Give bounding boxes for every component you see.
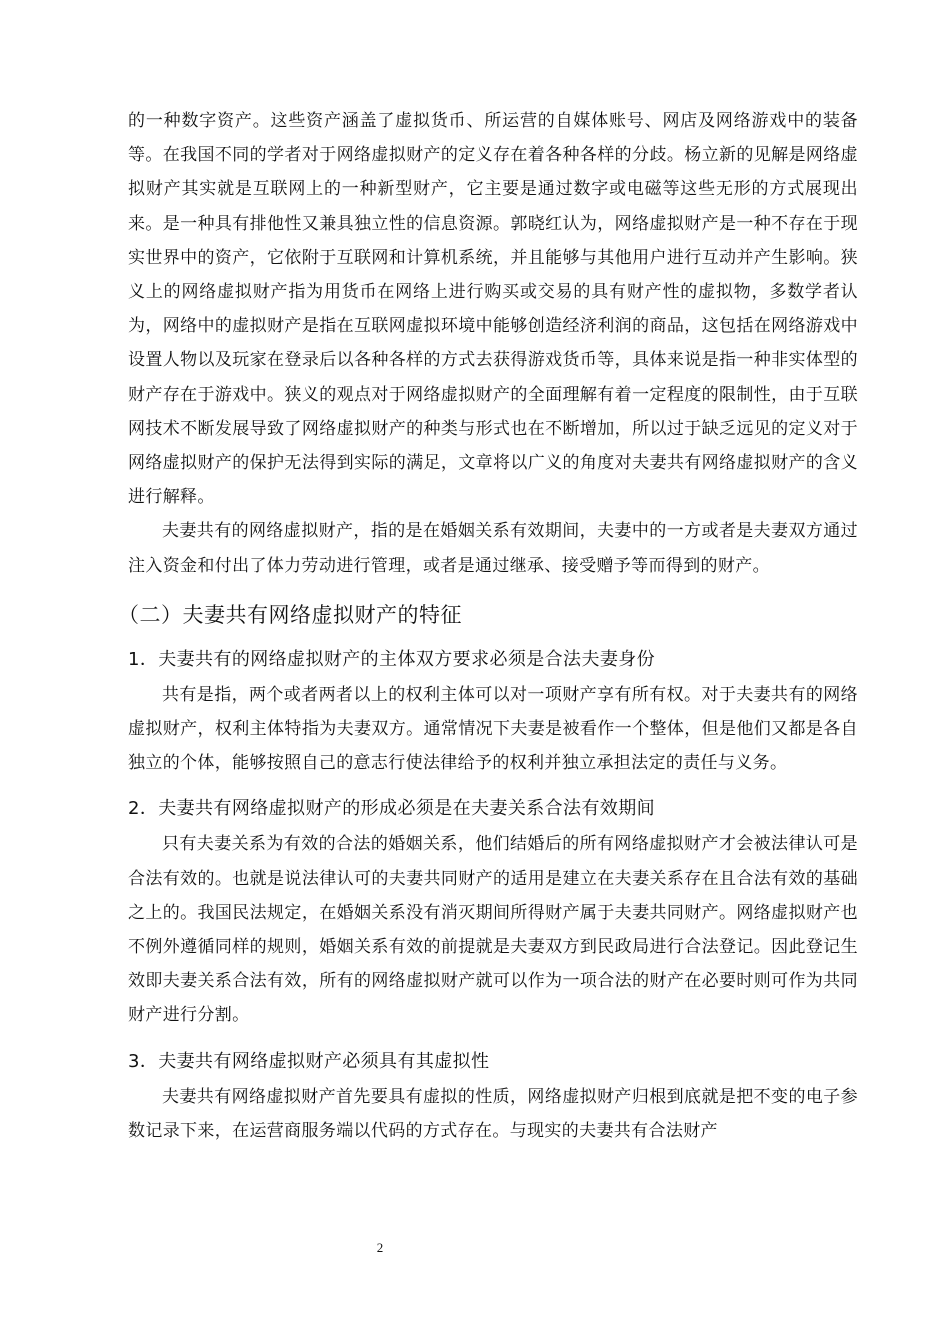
subsection-body-1: 共有是指，两个或者两者以上的权利主体可以对一项财产享有所有权。对于夫妻共有的网络虚拟财产，权利主体特指为夫妻双方。通常情况下夫妻是被看作一个整体，但是他们又都是各自独立的个体，能够按照自己的意志行使法律给予的权利并独立承担法定的责任与义务。 [128,684,858,774]
subsection-body-3: 夫妻共有网络虚拟财产首先要具有虚拟的性质，网络虚拟财产归根到底就是把不变的电子参数记录下来，在运营商服务端以代码的方式存在。与现实的夫妻共有合法财产 [128,1086,858,1141]
subsection-heading-1: 1．夫妻共有的网络虚拟财产的主体双方要求必须是合法夫妻身份 [128,648,656,670]
page-content [118,104,858,1148]
page-number: 2 [376,1240,384,1255]
subsection-body-2: 只有夫妻关系为有效的合法的婚姻关系，他们结婚后的所有网络虚拟财产才会被法律认可是合法有效的。也就是说法律认可的夫妻共同财产的适用是建立在夫妻关系存在且合法有效的基础之上的。我国民法规定，在婚姻关系没有消灭期间所得财产属于夫妻共同财产。网络虚拟财产也不例外遵循同样的规则，婚姻关系有效的前提就是夫妻双方到民政局进行合法登记。因此登记生效即夫妻关系合法有效，所有的网络虚拟财产就可以作为一项合法的财产在必要时则可作为共同财产进行分割。 [128,834,858,1026]
body-paragraph-continued: 的一种数字资产。这些资产涵盖了虚拟货币、所运营的自媒体账号、网店及网络游戏中的装备等。在我国不同的学者对于网络虚拟财产的定义存在着各种各样的分歧。杨立新的见解是网络虚拟财产其实就是互联网上的一种新型财产，它主要是通过数字或电磁等这些无形的方式展现出来。是一种具有排他性又兼具独立性的信息资源。郭晓红认为，网络虚拟财产是一种不存在于现实世界中的资产，它依附于互联网和计算机系统，并且能够与其他用户进行互动并产生影响。狭义上的网络虚拟财产指为用货币在网络上进行购买或交易的具有财产性的虚拟物，多数学者认为，网络中的虚拟财产是指在互联网虚拟环境中能够创造经济利润的商品，这包括在网络游戏中设置人物以及玩家在登录后以各种各样的方式去获得游戏货币等，具体来说是指一种非实体型的财产存在于游戏中。狭义的观点对于网络虚拟财产的全面理解有着一定程度的限制性，由于互联网技术不断发展导致了网络虚拟财产的种类与形式也在不断增加，所以过于缺乏远见的定义对于网络虚拟财产的保护无法得到实际的满足，文章将以广义的角度对夫妻共有网络虚拟财产的含义进行解释。 [128,111,858,508]
subsection-heading-2: 2．夫妻共有网络虚拟财产的形成必须是在夫妻关系合法有效期间 [128,798,656,820]
section-heading: （二）夫妻共有网络虚拟财产的特征 [118,602,462,627]
subsection-heading-3: 3．夫妻共有网络虚拟财产必须具有其虚拟性 [128,1050,490,1072]
body-paragraph-definition: 夫妻共有的网络虚拟财产，指的是在婚姻关系有效期间，夫妻中的一方或者是夫妻双方通过注入资金和付出了体力劳动进行管理，或者是通过继承、接受赠予等而得到的财产。 [128,521,858,576]
